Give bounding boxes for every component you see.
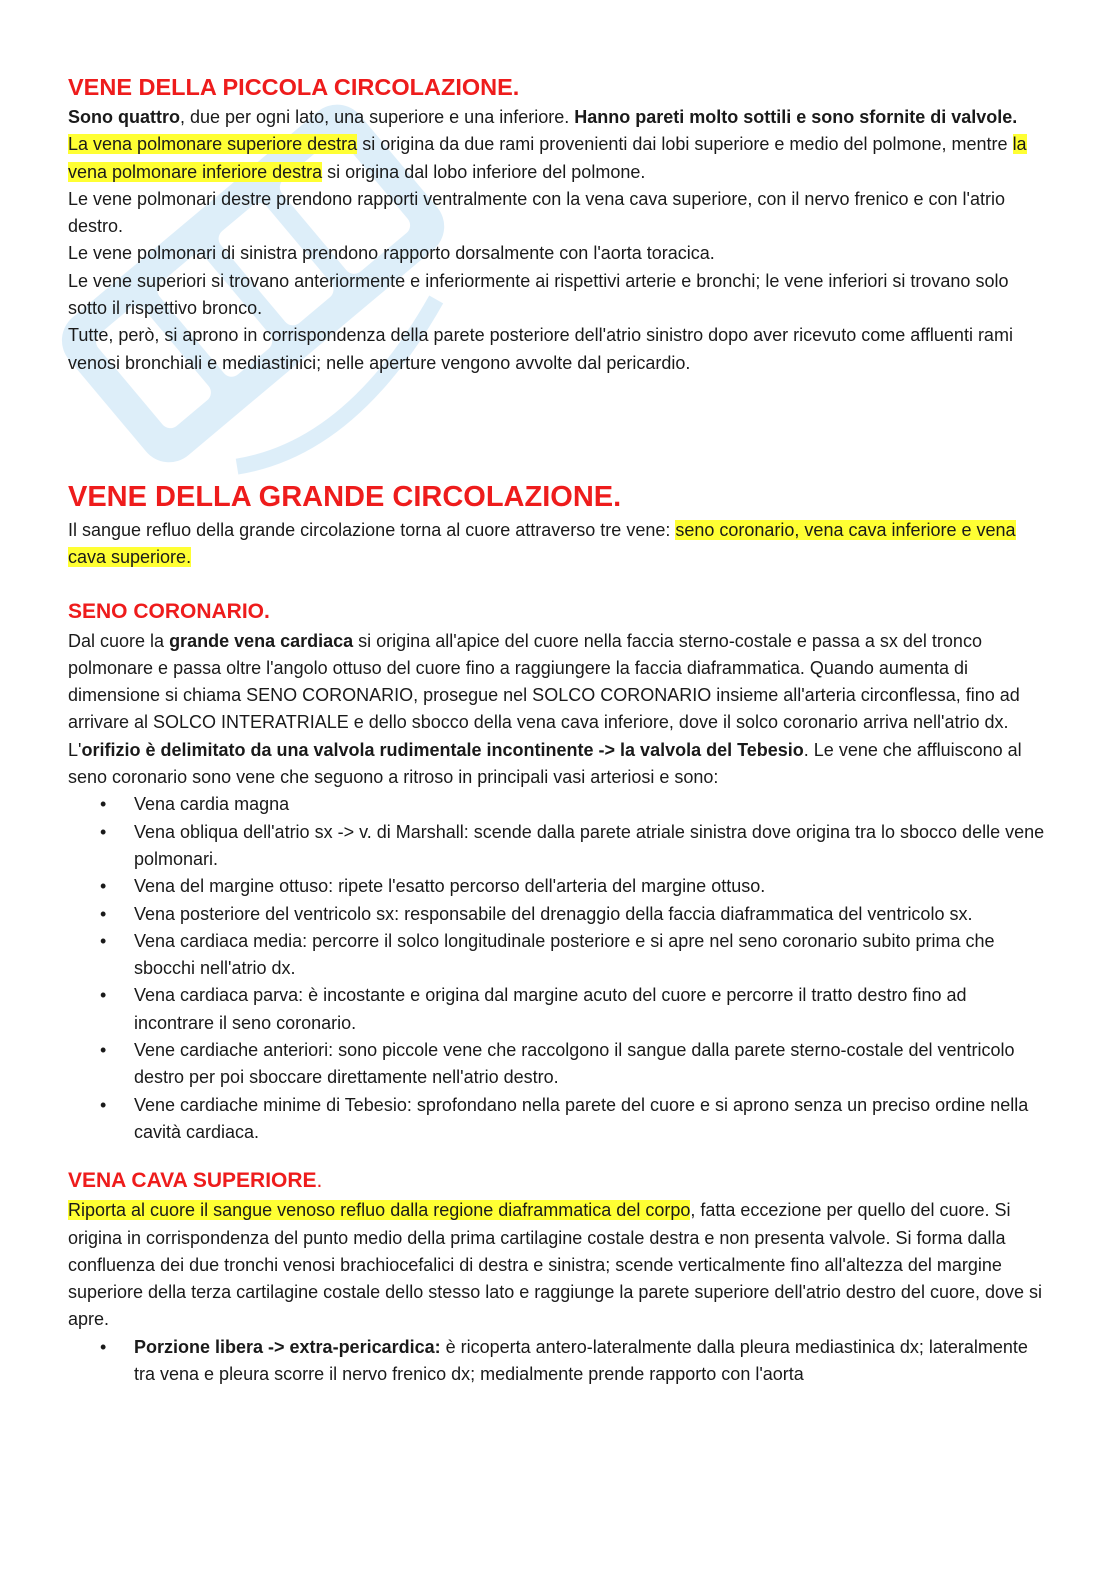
paragraph-vene-superiori: Le vene superiori si trovano anteriormente e inferiormente ai rispettivi arterie e bronchi; le vene inferiori si trovano solo sotto il rispettivo bronco. — [68, 270, 1009, 319]
bold-text: Sono quattro — [68, 107, 180, 127]
paragraph-vene-destre — [68, 131, 1048, 186]
paragraph-sangue-refluo — [68, 517, 1048, 572]
list-item: • Vena del margine ottuso: ripete l'esatto percorso dell'arteria del margine ottuso. — [68, 873, 1048, 900]
bold-text: Hanno pareti molto sottili e sono sfornite di valvole. — [574, 107, 1018, 127]
paragraph-vena-cava — [68, 1197, 1048, 1333]
highlight-text: la vena polmonare inferiore destra — [68, 134, 1027, 182]
document-page — [68, 70, 1048, 1388]
paragraph-intro — [68, 104, 1048, 131]
paragraph-rapporti-destre: Le vene polmonari destre prendono rapporti ventralmente con la vena cava superiore, con il nervo frenico e con l'atrio destro. — [68, 188, 1005, 237]
heading-text: VENA CAVA SUPERIORE — [68, 1169, 317, 1193]
heading-piccola-circolazione: VENE DELLA PICCOLA CIRCOLAZIONE. — [68, 74, 520, 100]
text-span: . Le vene che affluiscono al seno coronario sono vene che seguono a ritroso in principali vasi arteriosi e sono: — [68, 739, 1022, 788]
highlight-text: Riporta al cuore il sangue venoso refluo dalla regione diaframmatica del corpo — [68, 1200, 691, 1221]
text-span: si origina all'apice del cuore nella faccia sterno-costale e passa a sx del tronco polmonare e passa oltre l'angolo ottuso del cuore fino a raggiungere la faccia diaframmatica. Quando aumenta di dimensione si chiama SENO CORONARIO, prosegue nel SOLCO CORONARIO insieme all'arteria circonflessa, fino ad arrivare al SOLCO INTERATRIALE e dello sbocco della vena cava inferiore, dove il solco coronario arriva nell'atrio dx. — [68, 630, 1020, 733]
text-span: si origina dal lobo inferiore del polmone. — [322, 161, 646, 182]
list-item — [68, 1334, 1048, 1389]
text-span: Il sangue refluo della grande circolazione torna al cuore attraverso tre vene: — [68, 519, 676, 540]
list-item: • Vene cardiache anteriori: sono piccole vene che raccolgono il sangue dalla parete sterno-costale del ventricolo destro per poi sboccare direttamente nell'atrio destro. — [68, 1037, 1048, 1092]
paragraph-aperture: Tutte, però, si aprono in corrispondenza della parete posteriore dell'atrio sinistro dopo aver ricevuto come affluenti rami venosi bronchiali e mediastinici; nelle aperture vengono avvolte dal pericardio. — [68, 325, 1013, 373]
list-item: • Vena cardia magna — [68, 791, 1048, 818]
text-span: si origina da due rami provenienti dai lobi superiore e medio del polmone, mentre — [357, 134, 1013, 155]
list-vene-seno-coronario — [68, 791, 1048, 1146]
text-span: Dal cuore la — [68, 630, 170, 651]
list-item: • Vena obliqua dell'atrio sx -> v. di Marshall: scende dalla parete atriale sinistra dove origina tra lo sbocco delle vene polmonari. — [68, 819, 1048, 874]
text-span: , due per ogni lato, una superiore e una inferiore. — [179, 107, 575, 127]
list-item: • Vena posteriore del ventricolo sx: responsabile del drenaggio della faccia diaframmatica del ventricolo sx. — [68, 901, 1048, 928]
heading-vena-cava-superiore — [68, 1165, 1048, 1197]
text-span: , fatta eccezione per quello del cuore. Si origina in corrispondenza del punto medio della prima cartilagine costale destra e non presenta valvole. Si forma dalla confluenza dei due tronchi venosi brachiocefalici di destra e sinistra; scende verticalmente fino all'altezza del margine superiore della terza cartilagine costale dello stesso lato e raggiunge la parete superiore dell'atrio destro del cuore, dove si apre. — [68, 1200, 1043, 1330]
highlight-text: seno coronario, vena cava inferiore e vena cava superiore. — [68, 519, 1016, 568]
paragraph-orifizio — [68, 737, 1048, 792]
list-porzioni-vena-cava — [68, 1334, 1048, 1389]
bold-text: Porzione libera -> extra-pericardica: — [134, 1336, 441, 1357]
list-item: • Vene cardiache minime di Tebesio: sprofondano nella parete del cuore e si aprono senza un preciso ordine nella cavità cardiaca. — [68, 1092, 1048, 1147]
heading-seno-coronario: SENO CORONARIO. — [68, 599, 270, 623]
paragraph-rapporti-sinistre: Le vene polmonari di sinistra prendono rapporto dorsalmente con l'aorta toracica. — [68, 243, 715, 264]
highlight-text: La vena polmonare superiore destra — [68, 134, 358, 155]
bold-text: grande vena cardiaca — [169, 630, 354, 651]
list-item: • Vena cardiaca media: percorre il solco longitudinale posteriore e si apre nel seno coronario subito prima che sbocchi nell'atrio dx. — [68, 928, 1048, 983]
heading-dot: . — [316, 1169, 323, 1193]
bold-text: orifizio è delimitato da una valvola rudimentale incontinente -> la valvola del Tebesio — [81, 739, 804, 760]
text-span: è ricoperta antero-lateralmente dalla pleura mediastinica dx; lateralmente tra vena e pleura scorre il nervo frenico dx; medialmente prende rapporto con l'aorta — [134, 1336, 1028, 1384]
text-span: L' — [68, 739, 82, 760]
paragraph-grande-vena-cardiaca — [68, 628, 1048, 737]
list-item: • Vena cardiaca parva: è incostante e origina dal margine acuto del cuore e percorre il tratto destro fino ad incontrare il seno coronario. — [68, 982, 1048, 1037]
heading-grande-circolazione: VENE DELLA GRANDE CIRCOLAZIONE. — [68, 480, 622, 513]
